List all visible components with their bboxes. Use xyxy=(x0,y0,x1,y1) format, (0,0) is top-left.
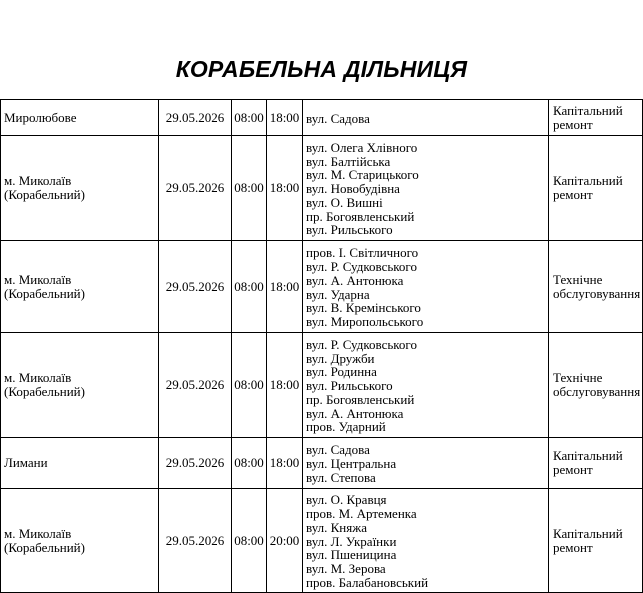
street-item: вул. Ударна xyxy=(306,286,370,302)
start-time-cell: 08:00 xyxy=(232,333,267,438)
street-item: пр. Богоявленський xyxy=(306,391,415,407)
street-item: вул. О. Кравця xyxy=(306,492,387,508)
table-row xyxy=(1,333,643,438)
end-time-cell: 18:00 xyxy=(267,438,303,489)
work-type-cell: Капітальний ремонт xyxy=(549,489,643,593)
street-item: вул. Пшеницина xyxy=(306,547,397,563)
end-time-cell: 18:00 xyxy=(267,136,303,241)
date-cell: 29.05.2026 xyxy=(159,333,232,438)
date-cell: 29.05.2026 xyxy=(159,489,232,593)
end-time-cell: 18:00 xyxy=(267,100,303,136)
street-item: вул. М. Старицького xyxy=(306,167,419,183)
streets-cell xyxy=(303,333,549,438)
street-item: вул. А. Антонюка xyxy=(306,272,404,288)
table-row xyxy=(1,438,643,489)
date-cell: 29.05.2026 xyxy=(159,136,232,241)
location-cell: м. Миколаїв (Корабельний) xyxy=(1,136,159,241)
work-type-cell: Капітальний ремонт xyxy=(549,100,643,136)
street-item: вул. Княжа xyxy=(306,519,367,535)
end-time-cell: 18:00 xyxy=(267,333,303,438)
table-row xyxy=(1,489,643,593)
page-title: КОРАБЕЛЬНА ДІЛЬНИЦЯ xyxy=(175,56,468,82)
streets-cell xyxy=(303,241,549,333)
street-item: вул. Родинна xyxy=(306,364,377,380)
street-item: вул. Новобудівна xyxy=(306,181,400,197)
date-cell: 29.05.2026 xyxy=(159,241,232,333)
streets-cell xyxy=(303,100,549,136)
location-cell: м. Миколаїв (Корабельний) xyxy=(1,241,159,333)
date-cell: 29.05.2026 xyxy=(159,100,232,136)
street-item: вул. Садова xyxy=(306,110,370,126)
street-item: вул. Балтійська xyxy=(306,153,391,169)
street-item: вул. Степова xyxy=(306,469,376,485)
location-cell: Миролюбове xyxy=(1,100,159,136)
work-type-cell: Технічне обслуговування xyxy=(549,333,643,438)
table-row xyxy=(1,136,643,241)
date-cell: 29.05.2026 xyxy=(159,438,232,489)
street-item: вул. Рильського xyxy=(306,222,393,238)
street-item: пр. Богоявленський xyxy=(306,208,415,224)
start-time-cell: 08:00 xyxy=(232,438,267,489)
street-item: пров. І. Світличного xyxy=(306,245,419,261)
outage-schedule-table xyxy=(0,99,643,593)
start-time-cell: 08:00 xyxy=(232,100,267,136)
street-item: пров. М. Артеменка xyxy=(306,506,417,521)
table-row xyxy=(1,100,643,136)
street-item: пров. Балабановський xyxy=(306,574,429,590)
street-item: вул. М. Зерова xyxy=(306,561,386,577)
street-item: вул. Л. Українки xyxy=(306,533,397,549)
street-item: вул. А. Антонюка xyxy=(306,405,404,421)
streets-cell xyxy=(303,438,549,489)
street-item: вул. Р. Судковського xyxy=(306,258,417,274)
street-item: вул. Рильського xyxy=(306,378,393,394)
end-time-cell: 20:00 xyxy=(267,489,303,593)
street-item: вул. Центральна xyxy=(306,456,397,472)
work-type-cell: Капітальний ремонт xyxy=(549,136,643,241)
start-time-cell: 08:00 xyxy=(232,241,267,333)
end-time-cell: 18:00 xyxy=(267,241,303,333)
table-row xyxy=(1,241,643,333)
work-type-cell: Технічне обслуговування xyxy=(549,241,643,333)
street-item: вул. О. Вишні xyxy=(306,194,383,210)
street-item: пров. Ударний xyxy=(306,419,386,435)
location-cell: Лимани xyxy=(1,438,159,489)
streets-cell xyxy=(303,136,549,241)
street-item: вул. Миропольського xyxy=(306,314,424,330)
street-item: вул. В. Кремінського xyxy=(306,300,421,316)
streets-cell xyxy=(303,489,549,593)
location-cell: м. Миколаїв (Корабельний) xyxy=(1,333,159,438)
street-item: вул. Дружби xyxy=(306,350,375,366)
street-item: вул. Садова xyxy=(306,442,370,458)
work-type-cell: Капітальний ремонт xyxy=(549,438,643,489)
start-time-cell: 08:00 xyxy=(232,136,267,241)
start-time-cell: 08:00 xyxy=(232,489,267,593)
street-item: вул. Р. Судковського xyxy=(306,336,417,352)
location-cell: м. Миколаїв (Корабельний) xyxy=(1,489,159,593)
street-item: вул. Олега Хлівного xyxy=(306,139,418,155)
